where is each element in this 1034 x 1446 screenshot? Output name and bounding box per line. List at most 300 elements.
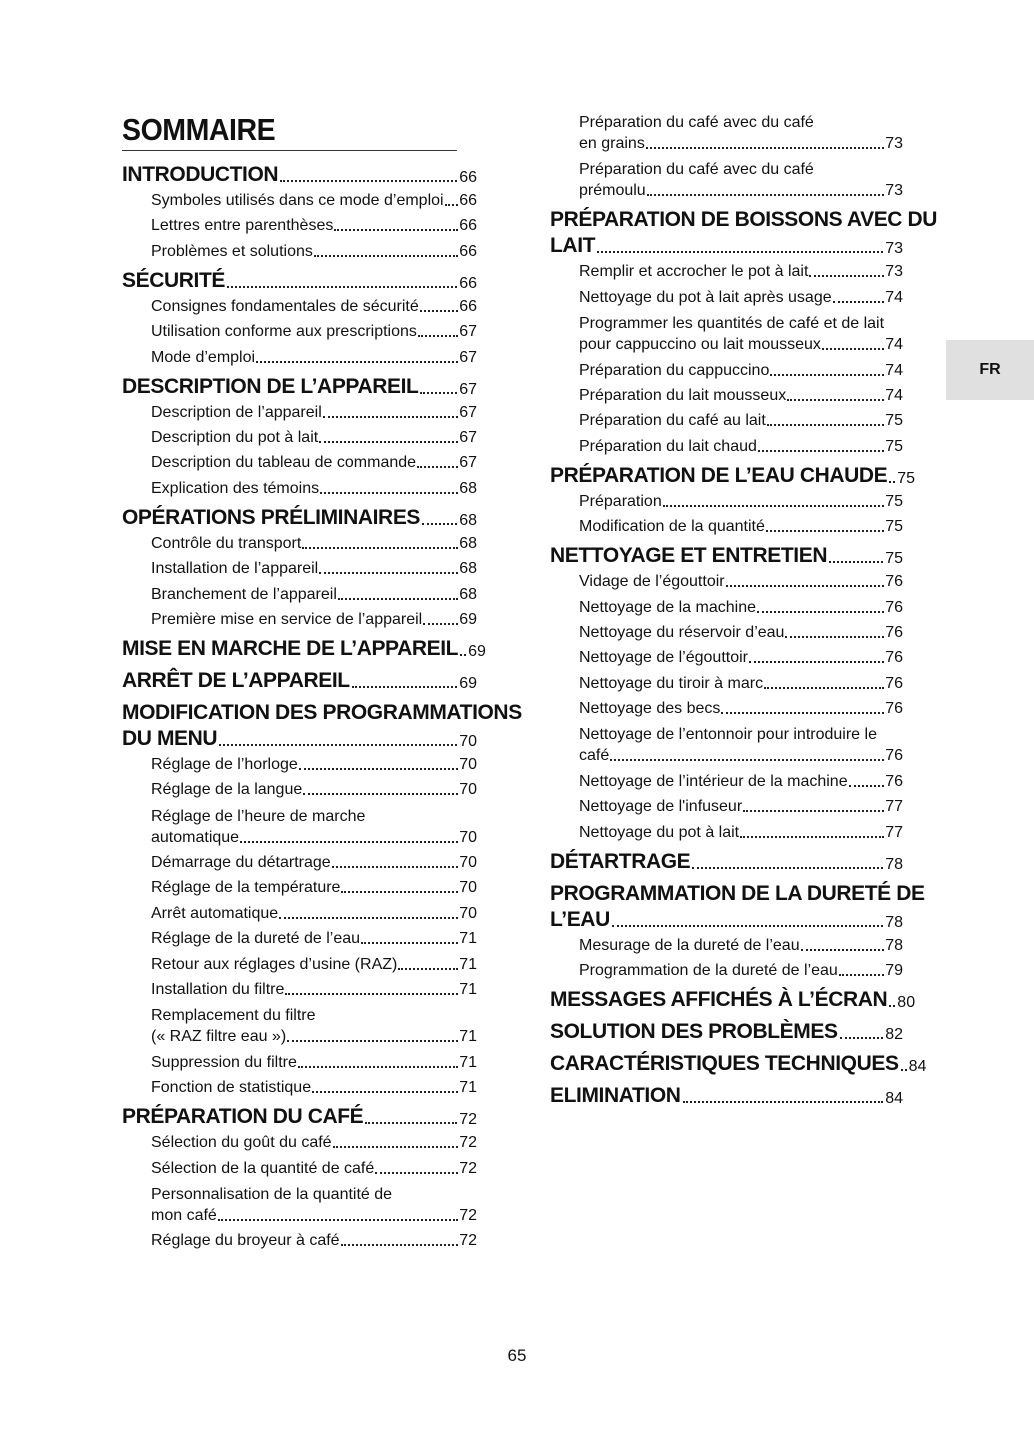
entry-title: Préparation	[579, 492, 662, 510]
dot-leader	[299, 768, 458, 770]
entry-page-number: 70	[459, 854, 477, 872]
entry-title: Utilisation conforme aux prescriptions	[151, 323, 417, 341]
entry-page-number: 71	[459, 1053, 477, 1071]
toc-entry-link[interactable]	[579, 492, 903, 512]
entry-title: Sélection du goût du café	[151, 1134, 332, 1152]
toc-section	[550, 1019, 903, 1045]
dot-leader	[319, 572, 458, 574]
entry-page-number: 69	[459, 610, 477, 628]
dot-leader	[726, 585, 885, 587]
entry-page-number: 76	[885, 649, 903, 667]
entry-title: Personnalisation de la quantité de	[151, 1185, 393, 1203]
section-page-number: 67	[459, 380, 477, 398]
entry-title: Contrôle du transport	[151, 534, 302, 552]
entry-title: Nettoyage des becs	[579, 700, 721, 718]
entry-title: Réglage du broyeur à café	[151, 1232, 340, 1250]
dot-leader	[833, 301, 885, 303]
section-heading-link[interactable]	[550, 463, 916, 489]
entry-page-number: 68	[459, 585, 477, 603]
dot-leader	[767, 424, 884, 426]
section-title-continuation: LAIT	[550, 234, 596, 258]
section-title-line	[550, 907, 903, 933]
toc-entry-link[interactable]	[579, 517, 903, 537]
section-title: PRÉPARATION DE BOISSONS AVEC DU	[550, 208, 938, 232]
section-title: PRÉPARATION DE L’EAU CHAUDE	[550, 463, 888, 487]
dot-leader	[303, 793, 458, 795]
section-entries	[550, 572, 903, 843]
dot-leader	[743, 810, 884, 812]
toc-section	[122, 374, 477, 499]
toc-entry-link[interactable]	[151, 403, 477, 423]
entry-title: Arrêt automatique	[151, 904, 279, 922]
dot-leader	[218, 1219, 458, 1221]
entry-title: Nettoyage du pot à lait après usage	[579, 288, 832, 306]
entry-title: Nettoyage de la machine	[579, 598, 756, 616]
entry-page-number: 70	[459, 828, 477, 846]
dot-leader	[901, 1069, 907, 1071]
entry-title: Démarrage du détartrage	[151, 854, 331, 872]
dot-leader	[770, 374, 884, 376]
entry-page-number: 68	[459, 479, 477, 497]
entry-page-number: 74	[885, 336, 903, 354]
toc-entry-link[interactable]	[151, 534, 477, 554]
entry-page-number: 71	[459, 930, 477, 948]
dot-leader	[302, 547, 458, 549]
entry-page-number: 76	[885, 598, 903, 616]
section-title: PROGRAMMATION DE LA DURETÉ DE	[550, 881, 925, 905]
entry-page-number: 76	[885, 674, 903, 692]
entry-title: Nettoyage du réservoir d’eau	[579, 623, 785, 641]
section-heading-link[interactable]	[122, 162, 477, 188]
dot-leader	[375, 1172, 458, 1174]
section-page-number: 68	[459, 511, 477, 529]
section-page-number: 72	[459, 1111, 477, 1129]
toc-entry-link[interactable]	[579, 112, 903, 154]
section-entries	[122, 1133, 477, 1251]
section-title: DÉTARTRAGE	[550, 849, 691, 873]
toc-entry-link[interactable]	[151, 1159, 477, 1179]
dot-leader	[612, 925, 883, 927]
section-title: ELIMINATION	[550, 1084, 681, 1108]
toc-section	[122, 268, 477, 368]
section-page-number: 69	[459, 674, 477, 692]
entry-title: Nettoyage de l’intérieur de la machine	[579, 772, 848, 790]
entry-title: Vidage de l’égouttoir	[579, 573, 725, 591]
entry-title: Consignes fondamentales de sécurité	[151, 297, 419, 315]
dot-leader	[365, 1122, 457, 1124]
entry-title: Programmation de la dureté de l’eau	[579, 962, 838, 980]
entry-page-number: 74	[885, 386, 903, 404]
toc-entry-link[interactable]	[579, 823, 903, 843]
toc-entry-link[interactable]	[151, 1078, 477, 1098]
toc-section	[550, 987, 916, 1013]
dot-leader	[692, 867, 883, 869]
entry-title-line	[579, 181, 903, 201]
section-page-number: 82	[885, 1026, 903, 1044]
dot-leader	[597, 251, 883, 253]
section-entries	[122, 534, 477, 630]
entry-title-continuation: automatique	[151, 828, 240, 846]
section-page-number: 75	[885, 550, 903, 568]
toc-section	[550, 1083, 903, 1109]
dot-leader	[398, 968, 458, 970]
entry-page-number: 70	[459, 879, 477, 897]
toc-section	[550, 207, 938, 456]
section-title: MODIFICATION DES PROGRAMMATIONS	[122, 700, 522, 724]
dot-leader	[822, 348, 884, 350]
section-title: PRÉPARATION DU CAFÉ	[122, 1105, 364, 1129]
dot-leader	[423, 623, 458, 625]
toc-entry-link[interactable]	[579, 961, 903, 981]
toc-entry-link[interactable]	[579, 699, 903, 719]
entry-title: Préparation du café avec du café	[579, 114, 814, 131]
section-page-number: 78	[885, 913, 903, 931]
toc-entry-link[interactable]	[151, 806, 477, 848]
toc-entry-link[interactable]	[151, 585, 477, 605]
entry-page-number: 67	[459, 323, 477, 341]
section-heading-link[interactable]	[550, 207, 938, 259]
entry-title-line	[579, 134, 903, 154]
section-title: SOLUTION DES PROBLÈMES	[550, 1020, 838, 1044]
dot-leader	[422, 523, 457, 525]
dot-leader	[418, 335, 458, 337]
section-entries	[122, 191, 477, 262]
entry-page-number: 67	[459, 428, 477, 446]
entry-title: Description de l’appareil	[151, 403, 322, 421]
dot-leader	[361, 942, 458, 944]
entry-title: Préparation du café avec du café	[579, 161, 814, 179]
section-title: MISE EN MARCHE DE L’APPAREIL	[122, 636, 459, 660]
dot-leader	[280, 180, 457, 182]
toc-section	[550, 112, 903, 201]
entry-title: Suppression du filtre	[151, 1053, 297, 1071]
section-heading-link[interactable]	[122, 505, 477, 531]
entry-title: Description du tableau de commande	[151, 454, 417, 472]
toc-section	[122, 668, 477, 694]
dot-leader	[298, 1066, 458, 1068]
entry-page-number: 72	[459, 1206, 477, 1224]
dot-leader	[740, 836, 884, 838]
dot-leader	[445, 204, 459, 206]
dot-leader	[460, 654, 466, 656]
entry-page-number: 66	[459, 192, 477, 209]
entry-title: Remplir et accrocher le pot à lait	[579, 263, 809, 281]
dot-leader	[721, 712, 884, 714]
dot-leader	[758, 450, 884, 452]
entry-title: Mesurage de la dureté de l’eau	[579, 936, 800, 954]
entry-title: Préparation du café au lait	[579, 412, 766, 430]
entry-page-number: 76	[885, 747, 903, 765]
section-entries	[550, 936, 903, 981]
section-heading-link[interactable]	[550, 881, 925, 933]
entry-page-number: 74	[885, 288, 903, 306]
dot-leader	[287, 1040, 458, 1042]
entry-page-number: 70	[459, 904, 477, 922]
toc-entry-link[interactable]	[151, 904, 477, 924]
dot-leader	[320, 492, 458, 494]
section-title: DESCRIPTION DE L’APPAREIL	[122, 374, 419, 398]
toc-section	[550, 881, 925, 981]
toc-entry-link[interactable]	[151, 216, 477, 236]
section-page-number: 80	[897, 994, 916, 1012]
toc-entry-link[interactable]	[151, 191, 477, 211]
entry-page-number: 70	[459, 781, 477, 799]
dot-leader	[341, 1244, 459, 1246]
toc-entry-link[interactable]	[579, 386, 903, 406]
entry-page-number: 72	[459, 1159, 477, 1177]
entry-title-continuation: pour cappuccino ou lait mousseux	[579, 336, 821, 354]
toc-entry-link[interactable]	[151, 755, 477, 775]
dot-leader	[219, 744, 457, 746]
entry-title-line	[151, 828, 477, 848]
page-title: SOMMAIRE	[122, 112, 457, 151]
entry-page-number: 76	[885, 772, 903, 790]
dot-leader	[420, 310, 458, 312]
entry-title-line	[579, 746, 903, 766]
section-page-number: 69	[468, 642, 486, 660]
entry-page-number: 77	[885, 798, 903, 816]
entry-page-number: 76	[885, 700, 903, 718]
section-heading-link[interactable]	[550, 1051, 927, 1077]
dot-leader	[757, 611, 884, 613]
section-entries	[550, 112, 903, 201]
entry-title-continuation: mon café	[151, 1206, 217, 1224]
entry-title: Branchement de l’appareil	[151, 585, 337, 603]
section-entries	[122, 297, 477, 368]
toc-entry-link[interactable]	[151, 322, 477, 342]
entry-title: Remplacement du filtre	[151, 1007, 316, 1025]
toc-entry-link[interactable]	[151, 878, 477, 898]
entry-page-number: 67	[459, 454, 477, 472]
toc-entry-link[interactable]	[579, 313, 903, 355]
section-title: OPÉRATIONS PRÉLIMINAIRES	[122, 505, 421, 529]
toc-entry-link[interactable]	[151, 1133, 477, 1153]
dot-leader	[323, 416, 458, 418]
dot-leader	[312, 1091, 458, 1093]
dot-leader	[314, 255, 458, 257]
section-title: INTRODUCTION	[122, 163, 279, 186]
dot-leader	[787, 399, 884, 401]
toc-entry-link[interactable]	[579, 936, 903, 956]
toc-entry-link[interactable]	[579, 797, 903, 817]
dot-leader	[647, 194, 885, 196]
toc-entry-link[interactable]	[579, 437, 903, 457]
toc-entry-link[interactable]	[151, 929, 477, 949]
entry-title-line	[151, 1027, 477, 1047]
dot-leader	[319, 441, 458, 443]
toc-section	[122, 505, 477, 630]
entry-title: Première mise en service de l’appareil	[151, 610, 423, 628]
dot-leader	[683, 1101, 884, 1103]
section-heading-link[interactable]	[550, 1019, 903, 1045]
section-heading-link[interactable]	[122, 374, 477, 400]
section-entries	[550, 262, 903, 456]
entry-title: Réglage de la température	[151, 879, 341, 897]
dot-leader	[764, 687, 884, 689]
toc-entry-link[interactable]	[151, 242, 477, 262]
entry-title: Préparation du cappuccino	[579, 361, 770, 379]
toc-entry-link[interactable]	[579, 572, 903, 592]
language-tab: FR	[946, 340, 1034, 400]
entry-title: Réglage de la dureté de l’eau	[151, 930, 361, 948]
toc-section	[122, 162, 477, 262]
dot-leader	[801, 949, 885, 951]
toc-section	[550, 849, 903, 875]
dot-leader	[766, 530, 884, 532]
entry-page-number: 71	[459, 955, 477, 973]
entry-page-number: 68	[459, 560, 477, 578]
toc-entry-link[interactable]	[151, 479, 477, 499]
dot-leader	[889, 481, 895, 483]
section-heading-link[interactable]	[550, 1083, 903, 1109]
section-heading-link[interactable]	[122, 1104, 477, 1130]
entry-title-continuation: café	[579, 747, 610, 765]
dot-leader	[663, 505, 884, 507]
section-heading-link[interactable]	[122, 268, 477, 294]
toc-entry-link[interactable]	[579, 288, 903, 308]
toc-entry-link[interactable]	[579, 598, 903, 618]
toc-entry-link[interactable]	[579, 674, 903, 694]
page-number: 65	[507, 1346, 527, 1365]
toc-section	[122, 700, 522, 1098]
section-title: NETTOYAGE ET ENTRETIEN	[550, 544, 828, 568]
entry-title: Nettoyage du pot à lait	[579, 823, 740, 841]
toc-entry-link[interactable]	[151, 1053, 477, 1073]
entry-page-number: 76	[885, 573, 903, 591]
toc-entry-link[interactable]	[151, 453, 477, 473]
toc-entry-link[interactable]	[579, 648, 903, 668]
toc-entry-link[interactable]	[151, 348, 477, 368]
section-title: MESSAGES AFFICHÉS À L’ÉCRAN	[550, 988, 888, 1012]
dot-leader	[279, 917, 458, 919]
entry-title: Programmer les quantités de café et de lait	[579, 315, 885, 333]
toc-entry-link[interactable]	[151, 1005, 477, 1047]
section-entries	[122, 755, 477, 1098]
dot-leader	[285, 993, 458, 995]
toc-entry-link[interactable]	[151, 955, 477, 975]
toc-entry-link[interactable]	[579, 262, 903, 282]
toc-entry-link[interactable]	[151, 559, 477, 579]
entry-title-continuation: en grains	[579, 135, 645, 152]
entry-page-number: 72	[459, 1232, 477, 1250]
toc-entry-link[interactable]	[151, 1231, 477, 1251]
section-entries	[122, 403, 477, 499]
entry-title: Nettoyage du tiroir à marc	[579, 674, 764, 692]
entry-page-number: 75	[885, 412, 903, 430]
entry-title: Description du pot à lait	[151, 428, 319, 446]
entry-title: Nettoyage de l’entonnoir pour introduire le	[579, 726, 877, 744]
entry-title: Préparation du lait chaud	[579, 437, 757, 455]
section-entries	[550, 492, 903, 537]
entry-title: Problèmes et solutions	[151, 242, 313, 260]
section-heading-link[interactable]	[122, 668, 477, 694]
entry-page-number: 67	[459, 348, 477, 366]
entry-page-number: 71	[459, 1079, 477, 1097]
entry-title: Préparation du lait mousseux	[579, 386, 787, 404]
section-heading-link[interactable]	[550, 543, 903, 569]
dot-leader	[240, 841, 458, 843]
entry-page-number: 79	[885, 962, 903, 980]
dot-leader	[849, 785, 885, 787]
toc-entry-link[interactable]	[579, 724, 903, 766]
toc-entry-link[interactable]	[151, 610, 477, 630]
entry-title: Réglage de l’horloge	[151, 755, 298, 773]
entry-page-number: 71	[459, 1028, 477, 1046]
section-heading-link[interactable]	[550, 987, 916, 1013]
entry-title: Explication des témoins	[151, 479, 320, 497]
section-title-line	[122, 726, 477, 752]
entry-title: Retour aux réglages d’usine (RAZ)	[151, 955, 398, 973]
dot-leader	[749, 661, 884, 663]
entry-title: Modification de la quantité	[579, 518, 765, 536]
toc-entry-link[interactable]	[151, 428, 477, 448]
entry-title-line	[579, 335, 903, 355]
entry-title: Sélection de la quantité de café	[151, 1159, 375, 1177]
entry-title: Réglage de la langue	[151, 781, 303, 799]
toc-entry-link[interactable]	[151, 1184, 477, 1226]
toc-entry-link[interactable]	[579, 361, 903, 381]
section-page-number: 84	[885, 1090, 903, 1108]
toc-entry-link[interactable]	[579, 159, 903, 201]
section-title: SÉCURITÉ	[122, 268, 225, 292]
section-page-number: 66	[459, 274, 477, 292]
toc-entry-link[interactable]	[151, 980, 477, 1000]
section-page-number: 78	[885, 855, 903, 873]
dot-leader	[839, 974, 884, 976]
dot-leader	[227, 286, 457, 288]
toc-entry-link[interactable]	[579, 411, 903, 431]
entry-page-number: 74	[885, 361, 903, 379]
toc-right-column	[550, 112, 938, 1115]
entry-title: Installation de l’appareil	[151, 560, 319, 578]
toc-section	[122, 1104, 477, 1251]
entry-page-number: 67	[459, 403, 477, 421]
section-page-number: 84	[908, 1058, 927, 1076]
entry-page-number: 75	[885, 437, 903, 455]
toc-entry-link[interactable]	[151, 297, 477, 317]
dot-leader	[829, 561, 883, 563]
entry-title: Lettres entre parenthèses	[151, 217, 334, 235]
entry-page-number: 73	[885, 263, 903, 281]
toc-entry-link[interactable]	[579, 772, 903, 792]
entry-page-number: 66	[459, 297, 477, 315]
section-title: CARACTÉRISTIQUES TECHNIQUES	[550, 1052, 899, 1076]
dot-leader	[889, 1005, 895, 1007]
toc-entry-link[interactable]	[579, 623, 903, 643]
entry-title: Réglage de l’heure de marche	[151, 807, 366, 825]
section-heading-link[interactable]	[550, 849, 903, 875]
section-title-line	[550, 233, 903, 259]
entry-page-number: 76	[885, 623, 903, 641]
entry-title: Mode d’emploi	[151, 348, 256, 366]
section-heading-link[interactable]	[122, 700, 522, 752]
entry-title: Nettoyage de l’égouttoir	[579, 649, 748, 667]
entry-page-number: 71	[459, 981, 477, 999]
entry-title-continuation: (« RAZ filtre eau »)	[151, 1028, 287, 1046]
section-page-number: 66	[459, 169, 477, 186]
dot-leader	[420, 392, 457, 394]
dot-leader	[809, 275, 884, 277]
toc-left-column	[122, 160, 522, 1257]
toc-entry-link[interactable]	[151, 853, 477, 873]
dot-leader	[332, 866, 459, 868]
section-page-number: 70	[459, 732, 477, 750]
toc-section	[122, 636, 486, 662]
section-heading-link[interactable]	[122, 636, 486, 662]
entry-page-number: 72	[459, 1134, 477, 1152]
section-page-number: 75	[897, 469, 916, 487]
toc-entry-link[interactable]	[151, 780, 477, 800]
